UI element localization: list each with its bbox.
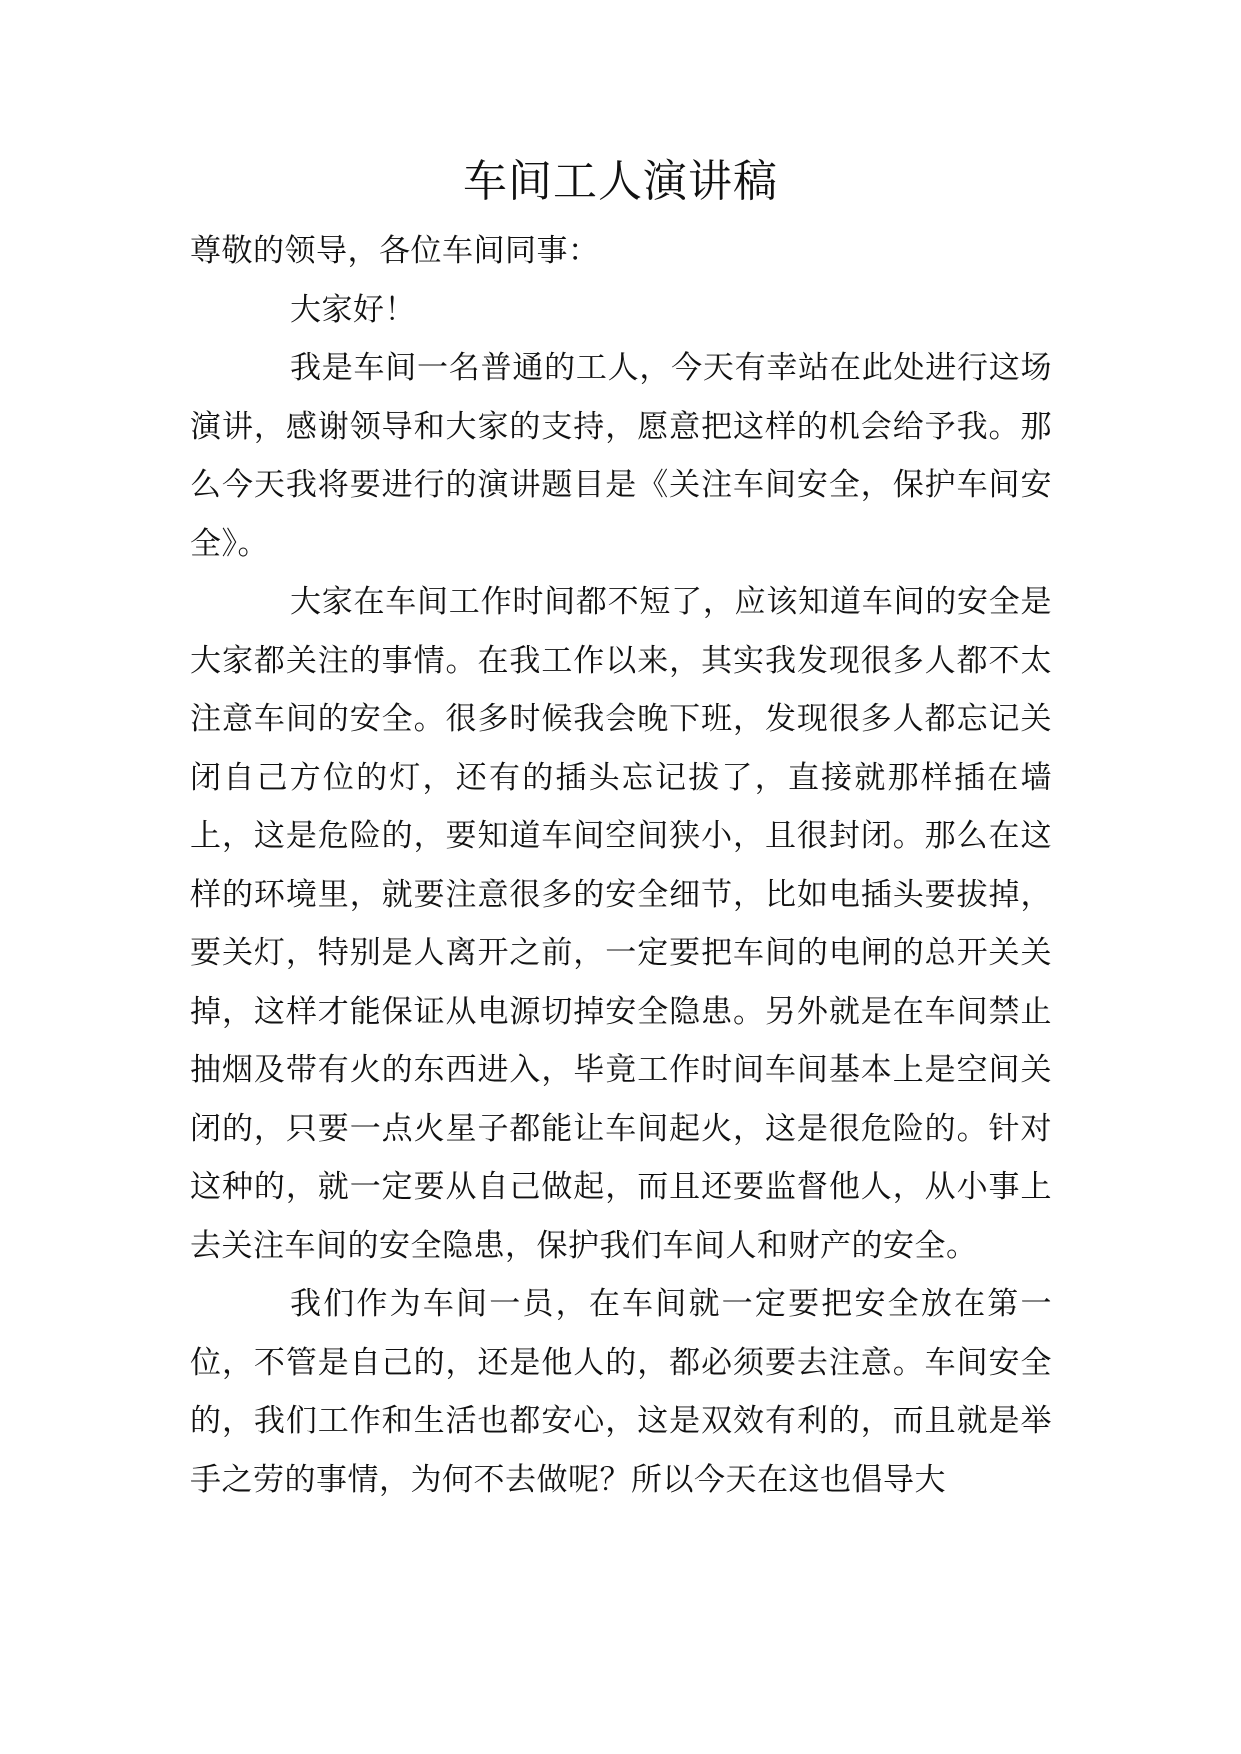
salutation: 尊敬的领导，各位车间同事： (190, 233, 600, 269)
document-body (190, 222, 1052, 1509)
paragraph-safety-issues: 大家在车间工作时间都不短了，应该知道车间的安全是大家都关注的事情。在我工作以来，其实我发现很多人都不太注意车间的安全。很多时候我会晚下班，发现很多人都忘记关闭自己方位的灯，还有的插头忘记拔了，直接就那样插在墙上，这是危险的，要知道车间空间狭小，且很封闭。那么在这样的环境里，就要注意很多的安全细节，比如电插头要拔掉，要关灯，特别是人离开之前，一定要把车间的电闸的总开关关掉，这样才能保证从电源切掉安全隐患。另外就是在车间禁止抽烟及带有火的东西进入，毕竟工作时间车间基本上是空间关闭的，只要一点火星子都能让车间起火，这是很危险的。针对这种的，就一定要从自己做起，而且还要监督他人，从小事上去关注车间的安全隐患，保护我们车间人和财产的安全。 (190, 584, 1052, 1264)
paragraph-introduction: 我是车间一名普通的工人，今天有幸站在此处进行这场演讲，感谢领导和大家的支持，愿意把这样的机会给予我。那么今天我将要进行的演讲题目是《关注车间安全，保护车间安全》。 (190, 350, 1052, 562)
document-title: 车间工人演讲稿 (463, 156, 778, 207)
paragraph-greeting: 大家好！ (290, 291, 416, 328)
paragraph-call-to-action: 我们作为车间一员，在车间就一定要把安全放在第一位，不管是自己的，还是他人的，都必须要去注意。车间安全的，我们工作和生活也都安心，这是双效有利的，而且就是举手之劳的事情，为何不去做呢？所以今天在这也倡导大 (190, 1286, 1052, 1498)
